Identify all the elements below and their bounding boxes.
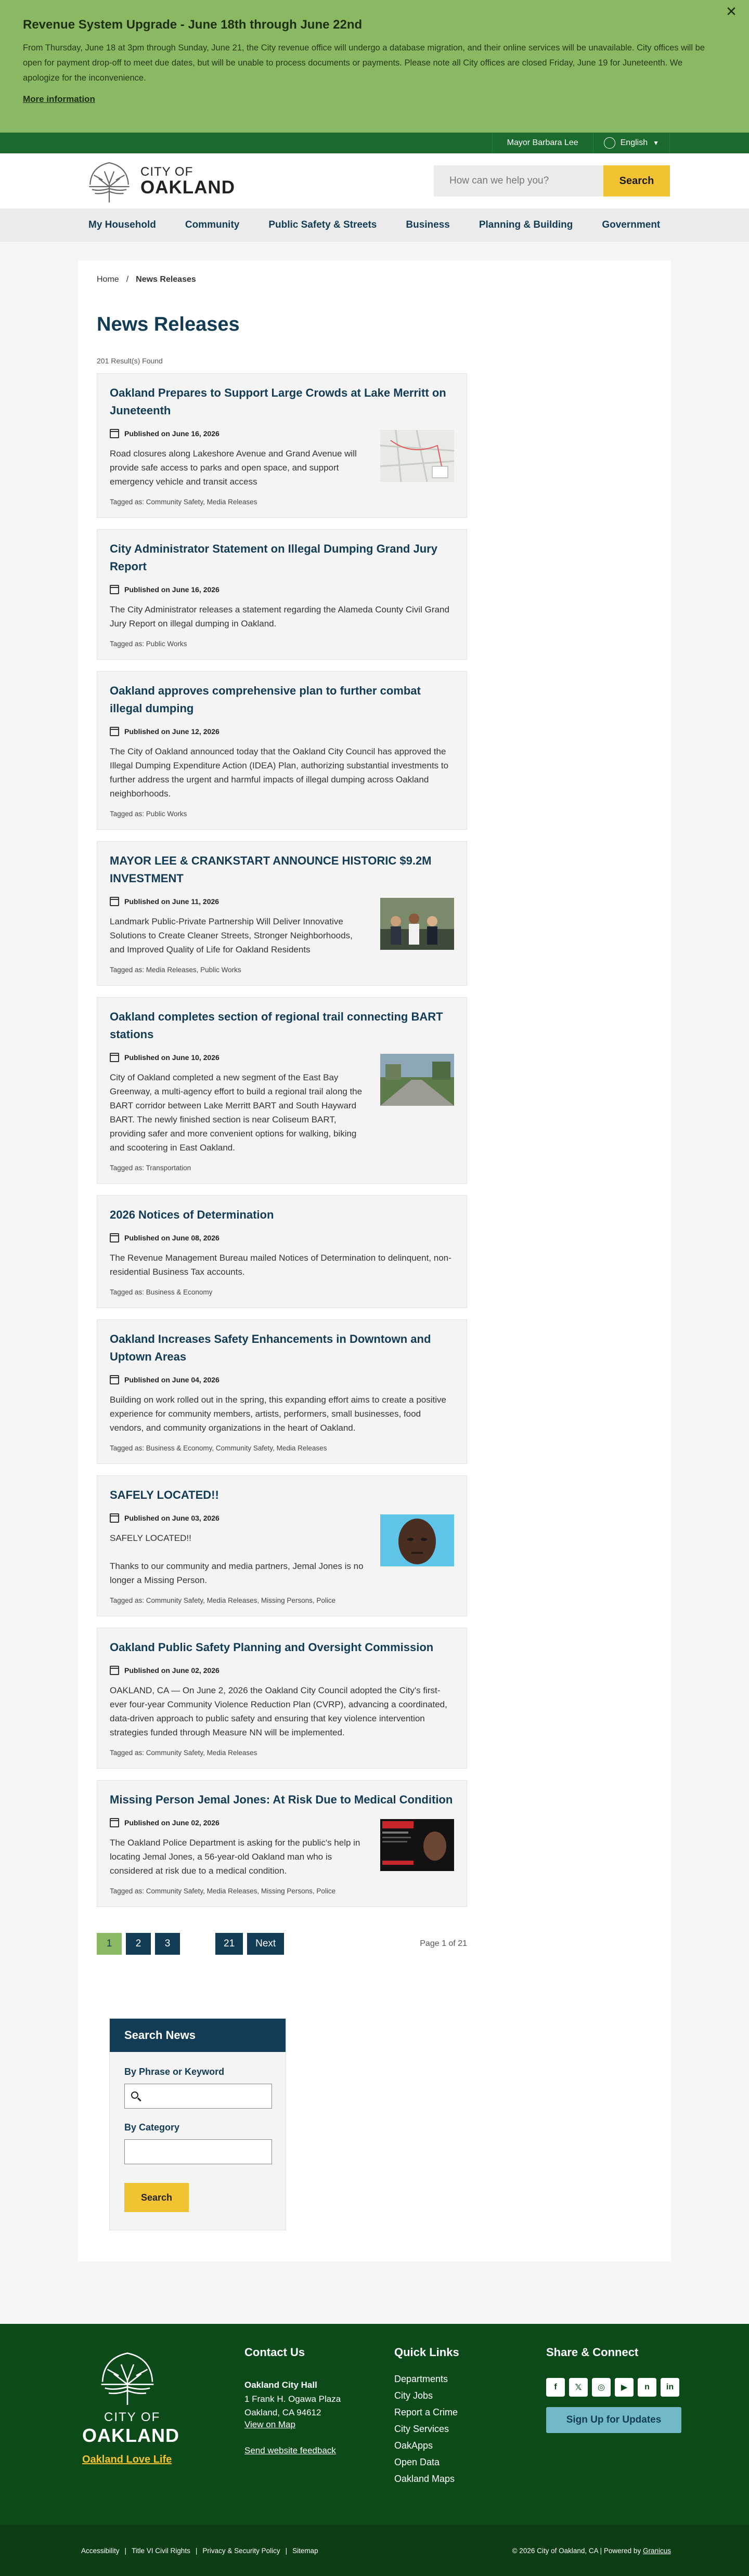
- contact-heading: Contact Us: [244, 2346, 305, 2359]
- news-date: [110, 897, 369, 906]
- mayor-link[interactable]: Mayor Barbara Lee: [492, 133, 593, 153]
- page-3-button[interactable]: 3: [155, 1933, 180, 1955]
- news-summary: City of Oakland completed a new segment of the East Bay Greenway, a multi-agency effort to build a regional trail along the BART corridor between Lake Merritt BART and South Hayward BART. The newly finished section is near Coliseum BART, providing safer and more convenient options for walking, biking and scootering in East Oakland.: [110, 1073, 363, 1153]
- address-line-1: 1 Frank H. Ogawa Plaza: [244, 2394, 341, 2404]
- news-tags: Tagged as: Public Works: [110, 640, 187, 648]
- news-title-link[interactable]: Oakland Public Safety Planning and Oversight Commission: [110, 1641, 434, 1654]
- calendar-icon: [110, 1666, 119, 1675]
- news-thumbnail[interactable]: [380, 430, 454, 482]
- footer-quick-links: [394, 2346, 546, 2525]
- keyword-input[interactable]: [124, 2084, 272, 2109]
- news-title-link[interactable]: Oakland approves comprehensive plan to further combat illegal dumping: [110, 684, 421, 715]
- news-card: [97, 1195, 467, 1308]
- footer-bottom-bar: [0, 2525, 749, 2576]
- result-count: 201 Result(s) Found: [97, 357, 163, 365]
- main-nav: [0, 208, 749, 242]
- news-date-text: Published on June 10, 2026: [124, 1053, 219, 1062]
- alert-banner: [0, 0, 749, 133]
- footer-logo-name: OAKLAND: [82, 2425, 179, 2446]
- copyright-text: © 2026 City of Oakland, CA | Powered by: [512, 2546, 641, 2555]
- news-date: [110, 1233, 454, 1243]
- page-title: News Releases: [97, 313, 240, 335]
- news-card: [97, 997, 467, 1184]
- news-card: [97, 1319, 467, 1464]
- instagram-icon[interactable]: ◎: [592, 2378, 611, 2397]
- site-search-input[interactable]: [434, 165, 603, 197]
- news-title-link[interactable]: Oakland Increases Safety Enhancements in Downtown and Uptown Areas: [110, 1332, 431, 1363]
- oakland-love-life-link[interactable]: Oakland Love Life: [82, 2454, 172, 2465]
- language-label: English: [620, 138, 648, 147]
- page-last-button[interactable]: 21: [215, 1933, 243, 1955]
- calendar-icon: [110, 1818, 119, 1827]
- address-line-2: Oakland, CA 94612: [244, 2408, 321, 2417]
- news-summary: SAFELY LOCATED!! Thanks to our community and media partners, Jemal Jones is no longer a Missing Person.: [110, 1533, 364, 1585]
- news-card: [97, 1475, 467, 1616]
- nav-government[interactable]: Government: [602, 219, 661, 230]
- news-thumbnail[interactable]: [380, 898, 454, 950]
- calendar-icon: [110, 1513, 119, 1523]
- news-title-link[interactable]: Oakland completes section of regional trail connecting BART stations: [110, 1010, 443, 1041]
- city-hall-name: Oakland City Hall: [244, 2380, 317, 2390]
- footer-link-city-services[interactable]: City Services: [394, 2424, 449, 2434]
- news-thumbnail[interactable]: [380, 1819, 454, 1871]
- news-summary: Road closures along Lakeshore Avenue and Grand Avenue will provide safe access to parks and open space, and support emergency vehicle and transit access: [110, 449, 357, 487]
- calendar-icon: [110, 727, 119, 736]
- nextdoor-icon[interactable]: n: [638, 2378, 656, 2397]
- site-header: [0, 153, 749, 208]
- news-card: [97, 671, 467, 830]
- site-logo[interactable]: [84, 157, 235, 205]
- caret-down-icon: ▼: [653, 139, 659, 147]
- news-date-text: Published on June 16, 2026: [124, 429, 219, 438]
- page-info: Page 1 of 21: [420, 1939, 467, 1948]
- linkedin-icon[interactable]: in: [661, 2378, 679, 2397]
- news-title-link[interactable]: Missing Person Jemal Jones: At Risk Due to Medical Condition: [110, 1793, 453, 1806]
- sitemap-link[interactable]: Sitemap: [292, 2546, 318, 2555]
- calendar-icon: [110, 1375, 119, 1384]
- footer-logo: [78, 2346, 244, 2525]
- close-icon[interactable]: ✕: [726, 4, 737, 19]
- news-date: [110, 727, 454, 736]
- separator: |: [124, 2546, 127, 2555]
- news-date: [110, 1513, 369, 1523]
- x-twitter-icon[interactable]: 𝕏: [569, 2378, 588, 2397]
- footer-link-open-data[interactable]: Open Data: [394, 2457, 440, 2467]
- page-1-button[interactable]: 1: [97, 1933, 122, 1955]
- youtube-icon[interactable]: ▶: [615, 2378, 634, 2397]
- nav-planning-building[interactable]: Planning & Building: [479, 219, 573, 230]
- news-thumbnail[interactable]: [380, 1514, 454, 1566]
- news-date-text: Published on June 03, 2026: [124, 1514, 219, 1522]
- calendar-icon: [110, 1233, 119, 1243]
- news-summary: The City of Oakland announced today that the Oakland City Council has approved the Illegal Dumping Expenditure Action (IDEA) Plan, authorizing substantial investments to further address the urgent and harmful impacts of illegal dumping across Oakland neighborhoods.: [110, 747, 449, 799]
- news-tags: Tagged as: Community Safety, Media Releases, Missing Persons, Police: [110, 1597, 336, 1604]
- news-summary: OAKLAND, CA — On June 2, 2026 the Oakland City Council adopted the City's first-ever four-year Community Violence Reduction Plan (CVRP), advancing a coordinated, data-driven approach to public safety and ensuring that key violence intervention strategies funded through Measure NN will be implemented.: [110, 1685, 447, 1737]
- view-on-map-link[interactable]: View on Map: [244, 2420, 295, 2429]
- utility-bar: [0, 133, 749, 153]
- news-date: [110, 585, 454, 594]
- site-footer: [0, 2324, 749, 2525]
- breadcrumb-home[interactable]: Home: [97, 275, 119, 284]
- news-date: [110, 1666, 454, 1675]
- page-2-button[interactable]: 2: [126, 1933, 151, 1955]
- calendar-icon: [110, 429, 119, 438]
- quick-links-heading: Quick Links: [394, 2346, 459, 2359]
- news-date: [110, 429, 369, 438]
- logo-city-text: CITY OF: [140, 164, 193, 179]
- alert-body: From Thursday, June 18 at 3pm through Sunday, June 21, the City revenue office will undergo a database migration, and their online services will be unavailable. City offices will be open for payment drop-off to meet due dates, but will be unable to process documents or payments. Please note all City offices are closed Friday, June 19 for Juneteenth. We apologize for the inconvenience.: [23, 43, 705, 83]
- search-news-button[interactable]: Search: [124, 2183, 189, 2212]
- news-title-link[interactable]: City Administrator Statement on Illegal Dumping Grand Jury Report: [110, 542, 437, 573]
- news-list: [97, 373, 467, 1907]
- news-thumbnail[interactable]: [380, 1054, 454, 1106]
- breadcrumb-current: News Releases: [136, 275, 196, 284]
- category-label: By Category: [124, 2122, 180, 2133]
- main-wrapper: [0, 242, 749, 2324]
- footer-link-oakapps[interactable]: OakApps: [394, 2440, 433, 2451]
- website-feedback-link[interactable]: Send website feedback: [244, 2446, 336, 2455]
- pagination: [97, 1933, 467, 1955]
- news-date: [110, 1375, 454, 1384]
- nav-my-household[interactable]: My Household: [88, 219, 156, 230]
- calendar-icon: [110, 897, 119, 906]
- share-heading: Share & Connect: [546, 2346, 639, 2359]
- news-summary: The Revenue Management Bureau mailed Notices of Determination to delinquent, non-residential Business Tax accounts.: [110, 1253, 451, 1277]
- nav-public-safety-streets[interactable]: Public Safety & Streets: [268, 219, 377, 230]
- news-title-link[interactable]: SAFELY LOCATED!!: [110, 1488, 219, 1501]
- footer-contact: [244, 2346, 394, 2525]
- news-tags: Tagged as: Media Releases, Public Works: [110, 966, 241, 974]
- news-summary: Building on work rolled out in the spring, this expanding effort aims to create a positive experience for community members, artists, performers, small businesses, food vendors, and community organizations in the heart of Oakland.: [110, 1395, 446, 1433]
- news-date-text: Published on June 02, 2026: [124, 1819, 219, 1827]
- news-tags: Tagged as: Community Safety, Media Releases: [110, 1749, 257, 1757]
- news-date-text: Published on June 02, 2026: [124, 1666, 219, 1675]
- oak-tree-icon: [88, 2346, 166, 2408]
- footer-link-city-jobs[interactable]: City Jobs: [394, 2390, 433, 2401]
- news-tags: Tagged as: Community Safety, Media Releases: [110, 498, 257, 506]
- sidebar: [109, 1955, 286, 2230]
- news-title-link[interactable]: 2026 Notices of Determination: [110, 1208, 274, 1221]
- breadcrumb-separator: /: [126, 275, 129, 284]
- more-information-link[interactable]: More information: [23, 94, 95, 104]
- facebook-icon[interactable]: f: [546, 2378, 565, 2397]
- accessibility-link[interactable]: Accessibility: [81, 2546, 120, 2555]
- next-page-button[interactable]: Next: [247, 1933, 284, 1955]
- news-date-text: Published on June 08, 2026: [124, 1234, 219, 1242]
- news-title-link[interactable]: MAYOR LEE & CRANKSTART ANNOUNCE HISTORIC $9.2M INVESTMENT: [110, 854, 432, 885]
- civil-rights-link[interactable]: Title VI Civil Rights: [132, 2546, 190, 2555]
- site-search-button[interactable]: Search: [603, 165, 670, 197]
- news-date-text: Published on June 04, 2026: [124, 1376, 219, 1384]
- news-date-text: Published on June 12, 2026: [124, 727, 219, 736]
- granicus-link[interactable]: Granicus: [642, 2546, 671, 2555]
- sign-up-updates-button[interactable]: Sign Up for Updates: [546, 2407, 681, 2433]
- search-news-box: [109, 2018, 286, 2230]
- news-card: [97, 1780, 467, 1907]
- news-summary: Landmark Public-Private Partnership Will Deliver Innovative Solutions to Create Cleaner Streets, Stronger Neighborhoods, and Improved Quality of Life for Oakland Residents: [110, 917, 353, 954]
- breadcrumb: [97, 275, 652, 284]
- globe-icon: [604, 137, 615, 149]
- news-summary: The Oakland Police Department is asking for the public's help in locating Jemal Jones, a 56-year-old Oakland man who is considered at risk due to a medical condition.: [110, 1838, 360, 1876]
- news-date: [110, 1053, 369, 1062]
- footer-link-report-crime[interactable]: Report a Crime: [394, 2407, 458, 2417]
- footer-link-oakland-maps[interactable]: Oakland Maps: [394, 2474, 455, 2484]
- alert-title: Revenue System Upgrade - June 18th through June 22nd: [23, 18, 363, 32]
- main-content: [78, 260, 671, 2261]
- news-tags: Tagged as: Community Safety, Media Releases, Missing Persons, Police: [110, 1887, 336, 1895]
- nav-business[interactable]: Business: [406, 219, 450, 230]
- privacy-policy-link[interactable]: Privacy & Security Policy: [202, 2546, 280, 2555]
- news-date-text: Published on June 11, 2026: [124, 897, 219, 906]
- news-tags: Tagged as: Business & Economy, Community Safety, Media Releases: [110, 1444, 327, 1452]
- news-card: [97, 1628, 467, 1769]
- news-title-link[interactable]: Oakland Prepares to Support Large Crowds at Lake Merritt on Juneteenth: [110, 386, 446, 417]
- category-select[interactable]: [124, 2139, 272, 2164]
- news-list-column: [97, 313, 467, 1955]
- separator: |: [285, 2546, 288, 2555]
- keyword-label: By Phrase or Keyword: [124, 2067, 225, 2077]
- language-selector[interactable]: [593, 133, 670, 153]
- logo-name-text: OAKLAND: [140, 177, 235, 198]
- search-icon: [131, 2091, 138, 2099]
- site-search: [434, 165, 670, 197]
- nav-community[interactable]: Community: [185, 219, 240, 230]
- news-tags: Tagged as: Public Works: [110, 810, 187, 818]
- news-tags: Tagged as: Business & Economy: [110, 1288, 213, 1296]
- news-tags: Tagged as: Transportation: [110, 1164, 191, 1172]
- news-card: [97, 529, 467, 660]
- news-card: [97, 373, 467, 518]
- news-card: [97, 841, 467, 986]
- news-date: [110, 1818, 369, 1827]
- footer-link-departments[interactable]: Departments: [394, 2374, 448, 2384]
- news-date-text: Published on June 16, 2026: [124, 585, 219, 594]
- calendar-icon: [110, 585, 119, 594]
- footer-logo-city: CITY OF: [104, 2410, 161, 2424]
- search-news-title: Search News: [110, 2019, 286, 2052]
- footer-share: [546, 2346, 681, 2525]
- separator: |: [195, 2546, 198, 2555]
- calendar-icon: [110, 1053, 119, 1062]
- oak-tree-icon: [84, 157, 134, 205]
- news-summary: The City Administrator releases a statement regarding the Alameda County Civil Grand Jury Report on illegal dumping in Oakland.: [110, 605, 449, 629]
